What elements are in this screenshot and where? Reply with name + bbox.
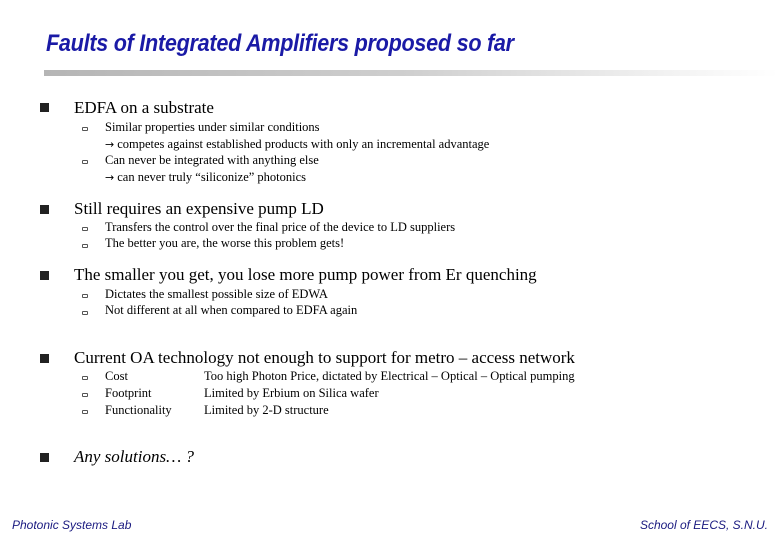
row-term: Functionality xyxy=(105,403,172,417)
sub-bullet-marker xyxy=(82,294,88,298)
title-underline xyxy=(44,70,778,76)
row-term: Cost xyxy=(105,369,128,383)
arrow-right-icon: → xyxy=(105,138,115,151)
section-heading: Current OA technology not enough to support for metro – access network xyxy=(74,348,575,367)
section-heading: EDFA on a substrate xyxy=(74,98,214,117)
sub-point-followup: → competes against established products with only an incremental advantage xyxy=(105,137,490,151)
section-heading: Still requires an expensive pump LD xyxy=(74,199,324,218)
arrow-right-icon: → xyxy=(105,171,115,184)
bullet-square xyxy=(40,453,49,462)
sub-bullet-marker xyxy=(82,410,88,414)
sub-point: The better you are, the worse this problem gets! xyxy=(105,236,345,250)
sub-point: Can never be integrated with anything else xyxy=(105,153,319,167)
sub-point: Dictates the smallest possible size of EDWA xyxy=(105,287,328,301)
row-description: Too high Photon Price, dictated by Electrical – Optical – Optical pumping xyxy=(204,369,575,383)
section-heading: The smaller you get, you lose more pump power from Er quenching xyxy=(74,265,537,284)
footer-school-name: School of EECS, S.N.U. xyxy=(639,518,768,532)
sub-point: Similar properties under similar conditions xyxy=(105,120,320,134)
sub-point: Not different at all when compared to EDFA again xyxy=(105,303,358,317)
bullet-square xyxy=(40,354,49,363)
slide-title: Faults of Integrated Amplifiers proposed so far xyxy=(46,30,514,57)
sub-bullet-marker xyxy=(82,393,88,397)
section-heading: Any solutions… ? xyxy=(74,447,194,466)
footer-lab-name: Photonic Systems Lab xyxy=(12,518,132,532)
bullet-square xyxy=(40,205,49,214)
row-description: Limited by 2-D structure xyxy=(204,403,329,417)
sub-point-followup: → can never truly “siliconize” photonics xyxy=(105,170,307,184)
row-description: Limited by Erbium on Silica wafer xyxy=(204,386,379,400)
sub-bullet-marker xyxy=(82,376,88,380)
sub-bullet-marker xyxy=(82,244,88,248)
sub-bullet-marker xyxy=(82,127,88,131)
sub-bullet-marker xyxy=(82,227,88,231)
sub-bullet-marker xyxy=(82,311,88,315)
sub-point: Transfers the control over the final price of the device to LD suppliers xyxy=(105,220,456,234)
bullet-square xyxy=(40,271,49,280)
row-term: Footprint xyxy=(105,386,152,400)
sub-bullet-marker xyxy=(82,160,88,164)
bullet-square xyxy=(40,103,49,112)
